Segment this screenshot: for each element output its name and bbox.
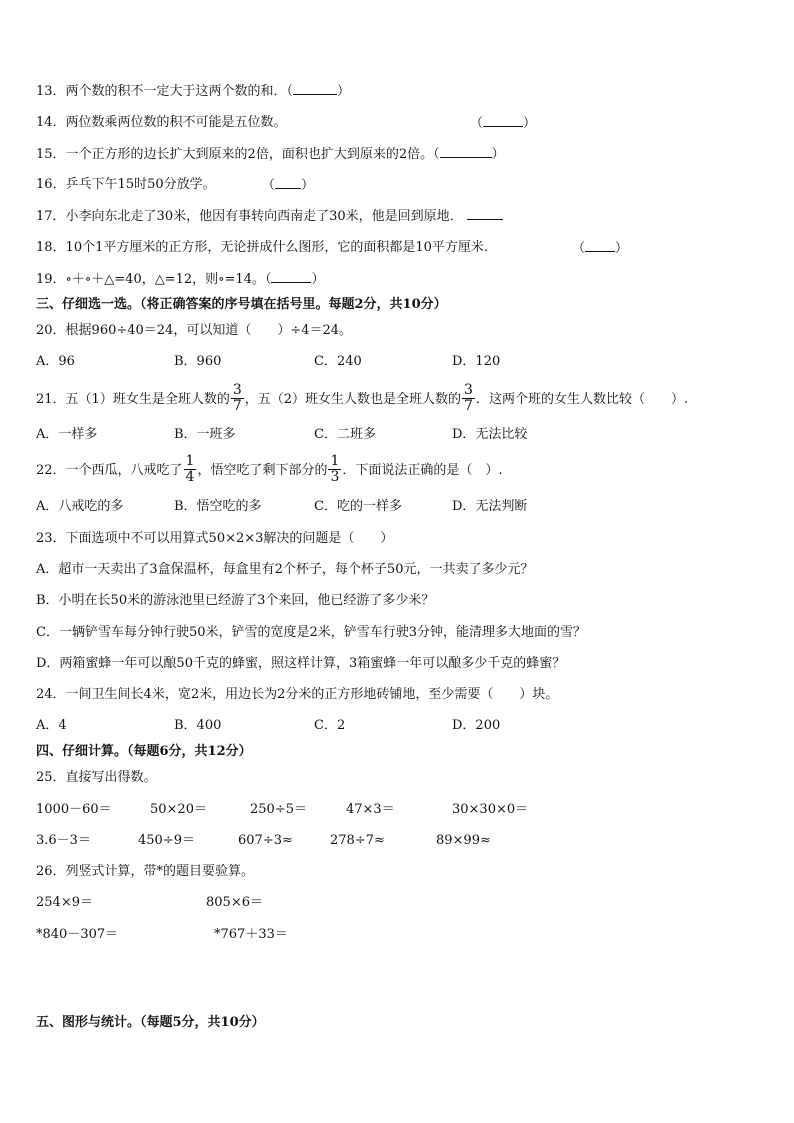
fraction <box>462 383 475 414</box>
calc-item: 278÷7≈ <box>330 833 385 848</box>
q20-option-b[interactable]: B．960 <box>174 354 222 369</box>
fraction <box>184 454 197 485</box>
q21-option-a[interactable]: A．一样多 <box>36 427 98 442</box>
question-13 <box>36 82 350 101</box>
question-22 <box>36 455 503 486</box>
question-18 <box>36 239 497 257</box>
denominator: 4 <box>185 469 195 485</box>
q20-option-a[interactable]: A．96 <box>36 354 75 369</box>
calc-item: *840－307＝ <box>36 927 119 942</box>
paren-open: （ <box>572 241 586 256</box>
question-15 <box>36 145 505 164</box>
calc-item: 47×3＝ <box>346 802 395 817</box>
question-24: 24．一间卫生间长4米，宽2米，用边长为2分米的正方形地砖铺地，至少需要（ ）块。 <box>36 687 559 702</box>
section-4-heading: 四、仔细计算。（每题6分，共12分） <box>36 744 252 759</box>
q23-option-c[interactable]: C．一辆铲雪车每分钟行驶50米，铲雪的宽度是2米，铲雪车行驶3分钟，能清理多大地面的雪？ <box>36 625 587 640</box>
numerator: 3 <box>464 382 473 398</box>
fraction <box>328 454 341 485</box>
q23-option-d[interactable]: D．两箱蜜蜂一年可以酿50千克的蜂蜜，照这样计算，3箱蜜蜂一年可以酿多少千克的蜂蜜？ <box>36 656 566 671</box>
calc-item: 607÷3≈ <box>238 833 293 848</box>
calc-item: 805×6＝ <box>206 895 263 910</box>
calc-item: 250÷5＝ <box>250 802 307 817</box>
q21-text-1: 21．五（1）班女生是全班人数的 <box>36 392 230 407</box>
q16-answer <box>262 176 314 195</box>
calc-item: 3.6－3＝ <box>36 833 91 848</box>
paren-open: （ <box>262 178 276 193</box>
question-21 <box>36 384 688 415</box>
question-19 <box>36 270 324 289</box>
answer-blank[interactable] <box>275 176 301 189</box>
calc-item: 1000－60＝ <box>36 802 112 817</box>
denominator: 7 <box>464 398 473 414</box>
q19-text: 19．∘＋∘＋△=40，△=12，则∘=14。（ <box>36 272 272 287</box>
answer-blank[interactable] <box>585 239 615 252</box>
q21-text-3: ．这两个班的女生人数比较（ ）. <box>475 392 689 407</box>
q21-option-d[interactable]: D．无法比较 <box>452 427 528 442</box>
numerator: 1 <box>330 453 340 469</box>
q23-option-b[interactable]: B．小明在长50米的游泳池里已经游了3个来回，他已经游了多少米？ <box>36 593 435 608</box>
answer-blank[interactable] <box>483 114 523 127</box>
q22-text-2: ，悟空吃了剩下部分的 <box>197 463 328 478</box>
section-5-heading: 五、图形与统计。（每题5分，共10分） <box>36 1015 265 1030</box>
answer-blank[interactable] <box>271 270 311 283</box>
q22-option-c[interactable]: C．吃的一样多 <box>314 499 402 514</box>
calc-item: *767＋33＝ <box>214 927 288 942</box>
paren-close: ） <box>301 178 315 193</box>
q13-text: 13．两个数的积不一定大于这两个数的和．（ <box>36 84 294 99</box>
question-14 <box>36 114 287 132</box>
q22-option-b[interactable]: B．悟空吃的多 <box>174 499 262 514</box>
paren-close: ） <box>311 272 325 287</box>
q14-text: 14．两位数乘两位数的积不可能是五位数。 <box>36 115 287 130</box>
q21-option-c[interactable]: C．二班多 <box>314 427 376 442</box>
fraction <box>231 383 244 414</box>
q14-answer <box>470 114 536 133</box>
paren-close: ） <box>491 147 505 162</box>
q18-text: 18．10个1平方厘米的正方形，无论拼成什么图形，它的面积都是10平方厘米． <box>36 240 497 255</box>
q24-option-d[interactable]: D．200 <box>452 718 501 733</box>
denominator: 3 <box>330 469 340 485</box>
q24-option-a[interactable]: A．4 <box>36 718 67 733</box>
q17-text: 17．小李向东北走了30米，他因有事转向西南走了30米，他是回到原地． <box>36 209 463 224</box>
answer-blank[interactable] <box>467 207 503 220</box>
q22-option-a[interactable]: A．八戒吃的多 <box>36 499 124 514</box>
q16-text: 16．乒乓下午15时50分放学。 <box>36 177 216 192</box>
answer-blank[interactable] <box>440 145 492 158</box>
q20-option-d[interactable]: D．120 <box>452 354 501 369</box>
calc-item: 89×99≈ <box>436 833 491 848</box>
calc-item: 50×20＝ <box>150 802 207 817</box>
calc-item: 450÷9＝ <box>138 833 195 848</box>
question-17 <box>36 207 503 226</box>
q23-option-a[interactable]: A．超市一天卖出了3盒保温杯，每盒里有2个杯子，每个杯子50元，一共卖了多少元？ <box>36 562 534 577</box>
question-20: 20．根据960÷40＝24，可以知道（ ）÷4＝24。 <box>36 323 353 338</box>
question-23: 23．下面选项中不可以用算式50×2×3解决的问题是（ ） <box>36 531 394 546</box>
question-16 <box>36 176 216 194</box>
q22-text-1: 22．一个西瓜，八戒吃了 <box>36 463 183 478</box>
q15-text: 15．一个正方形的边长扩大到原来的2倍，面积也扩大到原来的2倍。（ <box>36 147 440 162</box>
q22-text-3: ．下面说法正确的是（ ）. <box>342 463 503 478</box>
numerator: 1 <box>185 453 195 469</box>
paren-close: ） <box>615 241 629 256</box>
question-25: 25．直接写出得数。 <box>36 770 157 785</box>
q24-option-c[interactable]: C．2 <box>314 718 346 733</box>
calc-item: 254×9＝ <box>36 895 93 910</box>
q18-answer <box>572 239 628 258</box>
paren-close: ） <box>337 84 351 99</box>
q22-option-d[interactable]: D．无法判断 <box>452 499 528 514</box>
section-3-heading: 三、仔细选一选。（将正确答案的序号填在括号里。每题2分，共10分） <box>36 297 447 312</box>
q21-text-2: ，五（2）班女生人数也是全班人数的 <box>244 392 462 407</box>
question-26: 26．列竖式计算，带*的题目要验算。 <box>36 864 255 879</box>
answer-blank[interactable] <box>293 82 337 95</box>
q24-option-b[interactable]: B．400 <box>174 718 222 733</box>
q21-option-b[interactable]: B．一班多 <box>174 427 236 442</box>
q20-option-c[interactable]: C．240 <box>314 354 362 369</box>
paren-open: （ <box>470 116 484 131</box>
calc-item: 30×30×0＝ <box>452 802 529 817</box>
paren-close: ） <box>523 116 537 131</box>
numerator: 3 <box>232 382 242 398</box>
denominator: 7 <box>232 398 242 414</box>
